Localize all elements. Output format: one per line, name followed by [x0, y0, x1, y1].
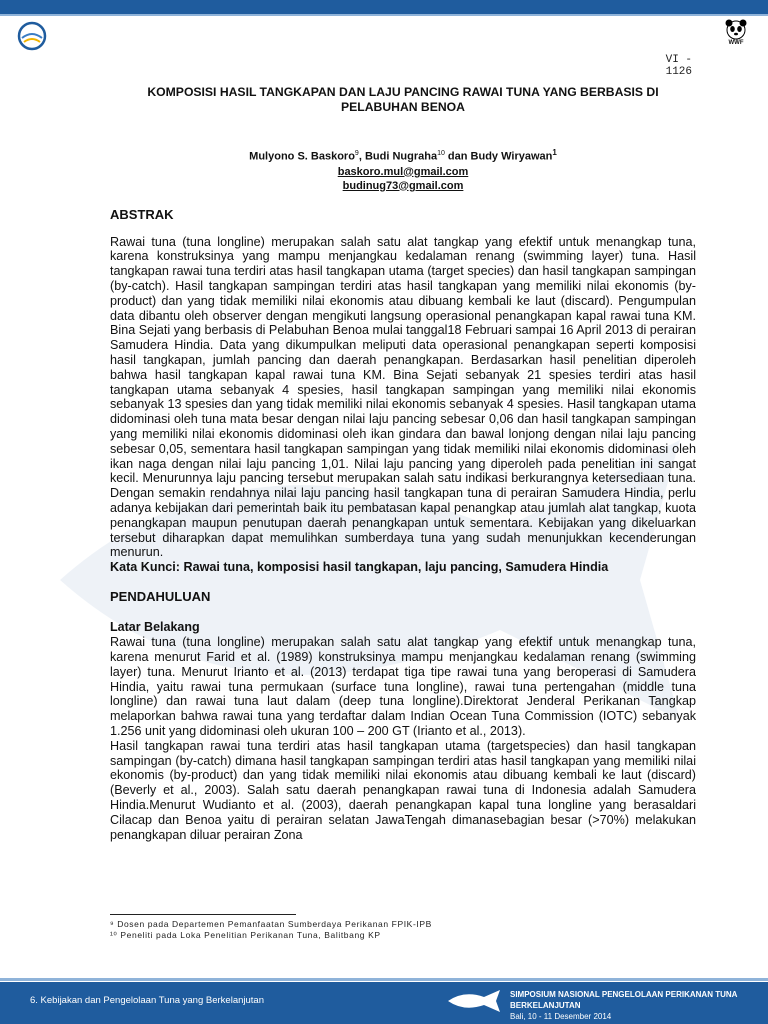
institution-logo-icon: [16, 20, 48, 52]
author-email-2[interactable]: budinug73@gmail.com: [342, 179, 464, 192]
footnote-9: ⁹ Dosen pada Departemen Pemanfaatan Sumberdaya Perikanan FPIK-IPB: [110, 919, 432, 929]
author-3: Budy Wiryawan: [470, 150, 553, 163]
author-2-footnote-marker: 10: [437, 150, 445, 157]
wwf-panda-icon: [722, 18, 750, 48]
author-email-1[interactable]: baskoro.mul@gmail.com: [337, 165, 469, 178]
footer-symposium-title: SIMPOSIUM NASIONAL PENGELOLAAN PERIKANAN TUNA BERKELANJUTAN: [510, 990, 738, 1010]
top-light-rule: [0, 14, 768, 16]
author-separator: ,: [358, 150, 365, 163]
bottom-light-rule: [0, 978, 768, 981]
background-subheading: Latar Belakang: [110, 620, 200, 635]
paper-content: [110, 85, 696, 842]
footer-symposium: [510, 989, 768, 1022]
author-line: [110, 145, 696, 165]
author-conjunction: dan: [444, 150, 471, 163]
top-color-band: [0, 0, 768, 14]
paper-title: KOMPOSISI HASIL TANGKAPAN DAN LAJU PANCING RAWAI TUNA YANG BERBASIS DI PELABUHAN BENOA: [147, 85, 659, 114]
keywords: Kata Kunci: Rawai tuna, komposisi hasil tangkapan, laju pancing, Samudera Hindia: [110, 560, 609, 575]
page-number: VI - 1126: [665, 54, 692, 78]
footer-symposium-date: Bali, 10 - 11 Desember 2014: [510, 1012, 612, 1021]
author-3-footnote-marker: 1: [552, 148, 557, 157]
intro-paragraph-1: Rawai tuna (tuna longline) merupakan salah satu alat tangkap yang efektif untuk menangkap tuna, karena menurut Farid et al. (1989) konstruksinya mampu menjangkau kedalaman renang (swimming layer) tuna. Menurut Irianto et al. (2013) terdapat tiga tipe rawai tuna yang beroperasi di Samudera Hindia, yaitu rawai tuna permukaan (surface tuna longline), rawai tuna pertengahan (middle tuna longline) dan rawai tuna laut dalam (deep tuna longline).Direktorat Jenderal Perikanan Tangkap melaporkan bahwa rawai tuna yang terdaftar dalam Indian Ocean Tuna Commission (IOTC) sebanyak 1.256 unit yang didominasi oleh ukuran 100 – 200 GT (Irianto et al., 2013).: [110, 635, 696, 738]
abstract-heading: ABSTRAK: [110, 206, 174, 222]
footnote-rule: [110, 914, 296, 915]
author-1: Mulyono S. Baskoro: [249, 150, 355, 163]
intro-paragraph-2: Hasil tangkapan rawai tuna terdiri atas hasil tangkapan utama (targetspecies) dan hasil tangkapan sampingan (by-catch) dimana hasil tangkapan sampingan terdiri atas hasil tangkapan yang memiliki nilai ekonomis (by-product) dan yang tidak memiliki nilai ekonomis atau dibuang kembali ke laut (discard) (Beverly et al., 2003). Salah satu daerah penangkapan rawai tuna di Indonesia adalah Samudera Hindia.Menurut Wudianto et al. (2003), daerah penangkapan kapal tuna longline yang berasaldari Cilacap dan Benoa yaitu di perairan selatan JawaTengah dimanasebagian besar (>70%) melakukan penangkapan diluar perairan Zona: [110, 738, 696, 842]
footnote-10: ¹⁰ Peneliti pada Loka Penelitian Perikanan Tuna, Balitbang KP: [110, 930, 381, 940]
tuna-fish-icon: [446, 986, 506, 1016]
abstract-body: Rawai tuna (tuna longline) merupakan salah satu alat tangkap yang efektif untuk menangkap tuna, karena konstruksinya yang mampu menjangkau kedalaman renang (swimming layer) tuna. Hasil tangkapan rawai tuna terdiri atas hasil tangkapan utama (target species) dan hasil tangkapan sampingan (by-catch). Hasil tangkapan sampingan terdiri atas hasil tangkapan yang memiliki nilai ekonomis (by-product) dan yang tidak memiliki nilai ekonomis atau dibuang kembali ke laut (discard). Pengumpulan data dibantu oleh observer dengan mengikuti langsung operasional penangkapan kapal rawai tuna KM. Bina Sejati yang berbasis di Pelabuhan Benoa mulai tanggal18 Februari sampai 16 April 2013 di perairan Samudera Hindia. Data yang dikumpulkan meliputi data operasional penangkapan seperti komposisi hasil tangkapan, jumlah pancing dan daerah penangkapan. Berdasarkan hasil penelitian diperoleh bahwa hasil tangkapan kapal rawai tuna KM. Bina Sejati sebanyak 21 spesies terdiri atas hasil tangkapan utama sebanyak 4 spesies, hasil tangkapan sampingan yang memiliki nilai ekonomis sebanyak 13 spesies dan yang tidak memiliki nilai ekonomis sebanyak 4 spesies. Hasil tangkapan utama didominasi oleh tuna mata besar dengan nilai laju pancing sebesar 0,06 dan hasil tangkapan sampingan yang memiliki nilai ekonomis didominasi oleh ikan gindara dan bawal lonjong dengan nilai laju pancing sebesar 0,05, sementara hasil tangkapan sampingan yang tidak memiliki nilai ekonomis didominasi oleh ikan naga dengan nilai laju pancing 1,01. Nilai laju pancing yang diperoleh pada penelitian ini sangat kecil. Menurunnya laju pancing tersebut merupakan salah satu indikasi berkurangnya ketersediaan tuna. Dengan semakin rendahnya nilai laju pancing hasil tangkapan tuna di perairan Samudera Hindia, perlu adanya kebijakan dari pemerintah baik itu pembatasan kapal penangkap atau jumlah alat tangkap, kuota penangkapan maupun penutupan daerah penangkapan untuk sementara. Kebijakan yang dikeluarkan tersebut diharapkan dapat memulihkan sumberdaya tuna yang sudah menunjukkan kecenderungan menurun.: [110, 234, 696, 560]
footer-section-label: 6. Kebijakan dan Pengelolaan Tuna yang Berkelanjutan: [30, 995, 264, 1006]
footnotes: [110, 914, 696, 941]
author-1-footnote-marker: 9: [354, 150, 359, 157]
wwf-logo-text: WWF: [728, 40, 744, 46]
author-2: Budi Nugraha: [364, 150, 438, 163]
introduction-heading: PENDAHULUAN: [110, 589, 211, 605]
